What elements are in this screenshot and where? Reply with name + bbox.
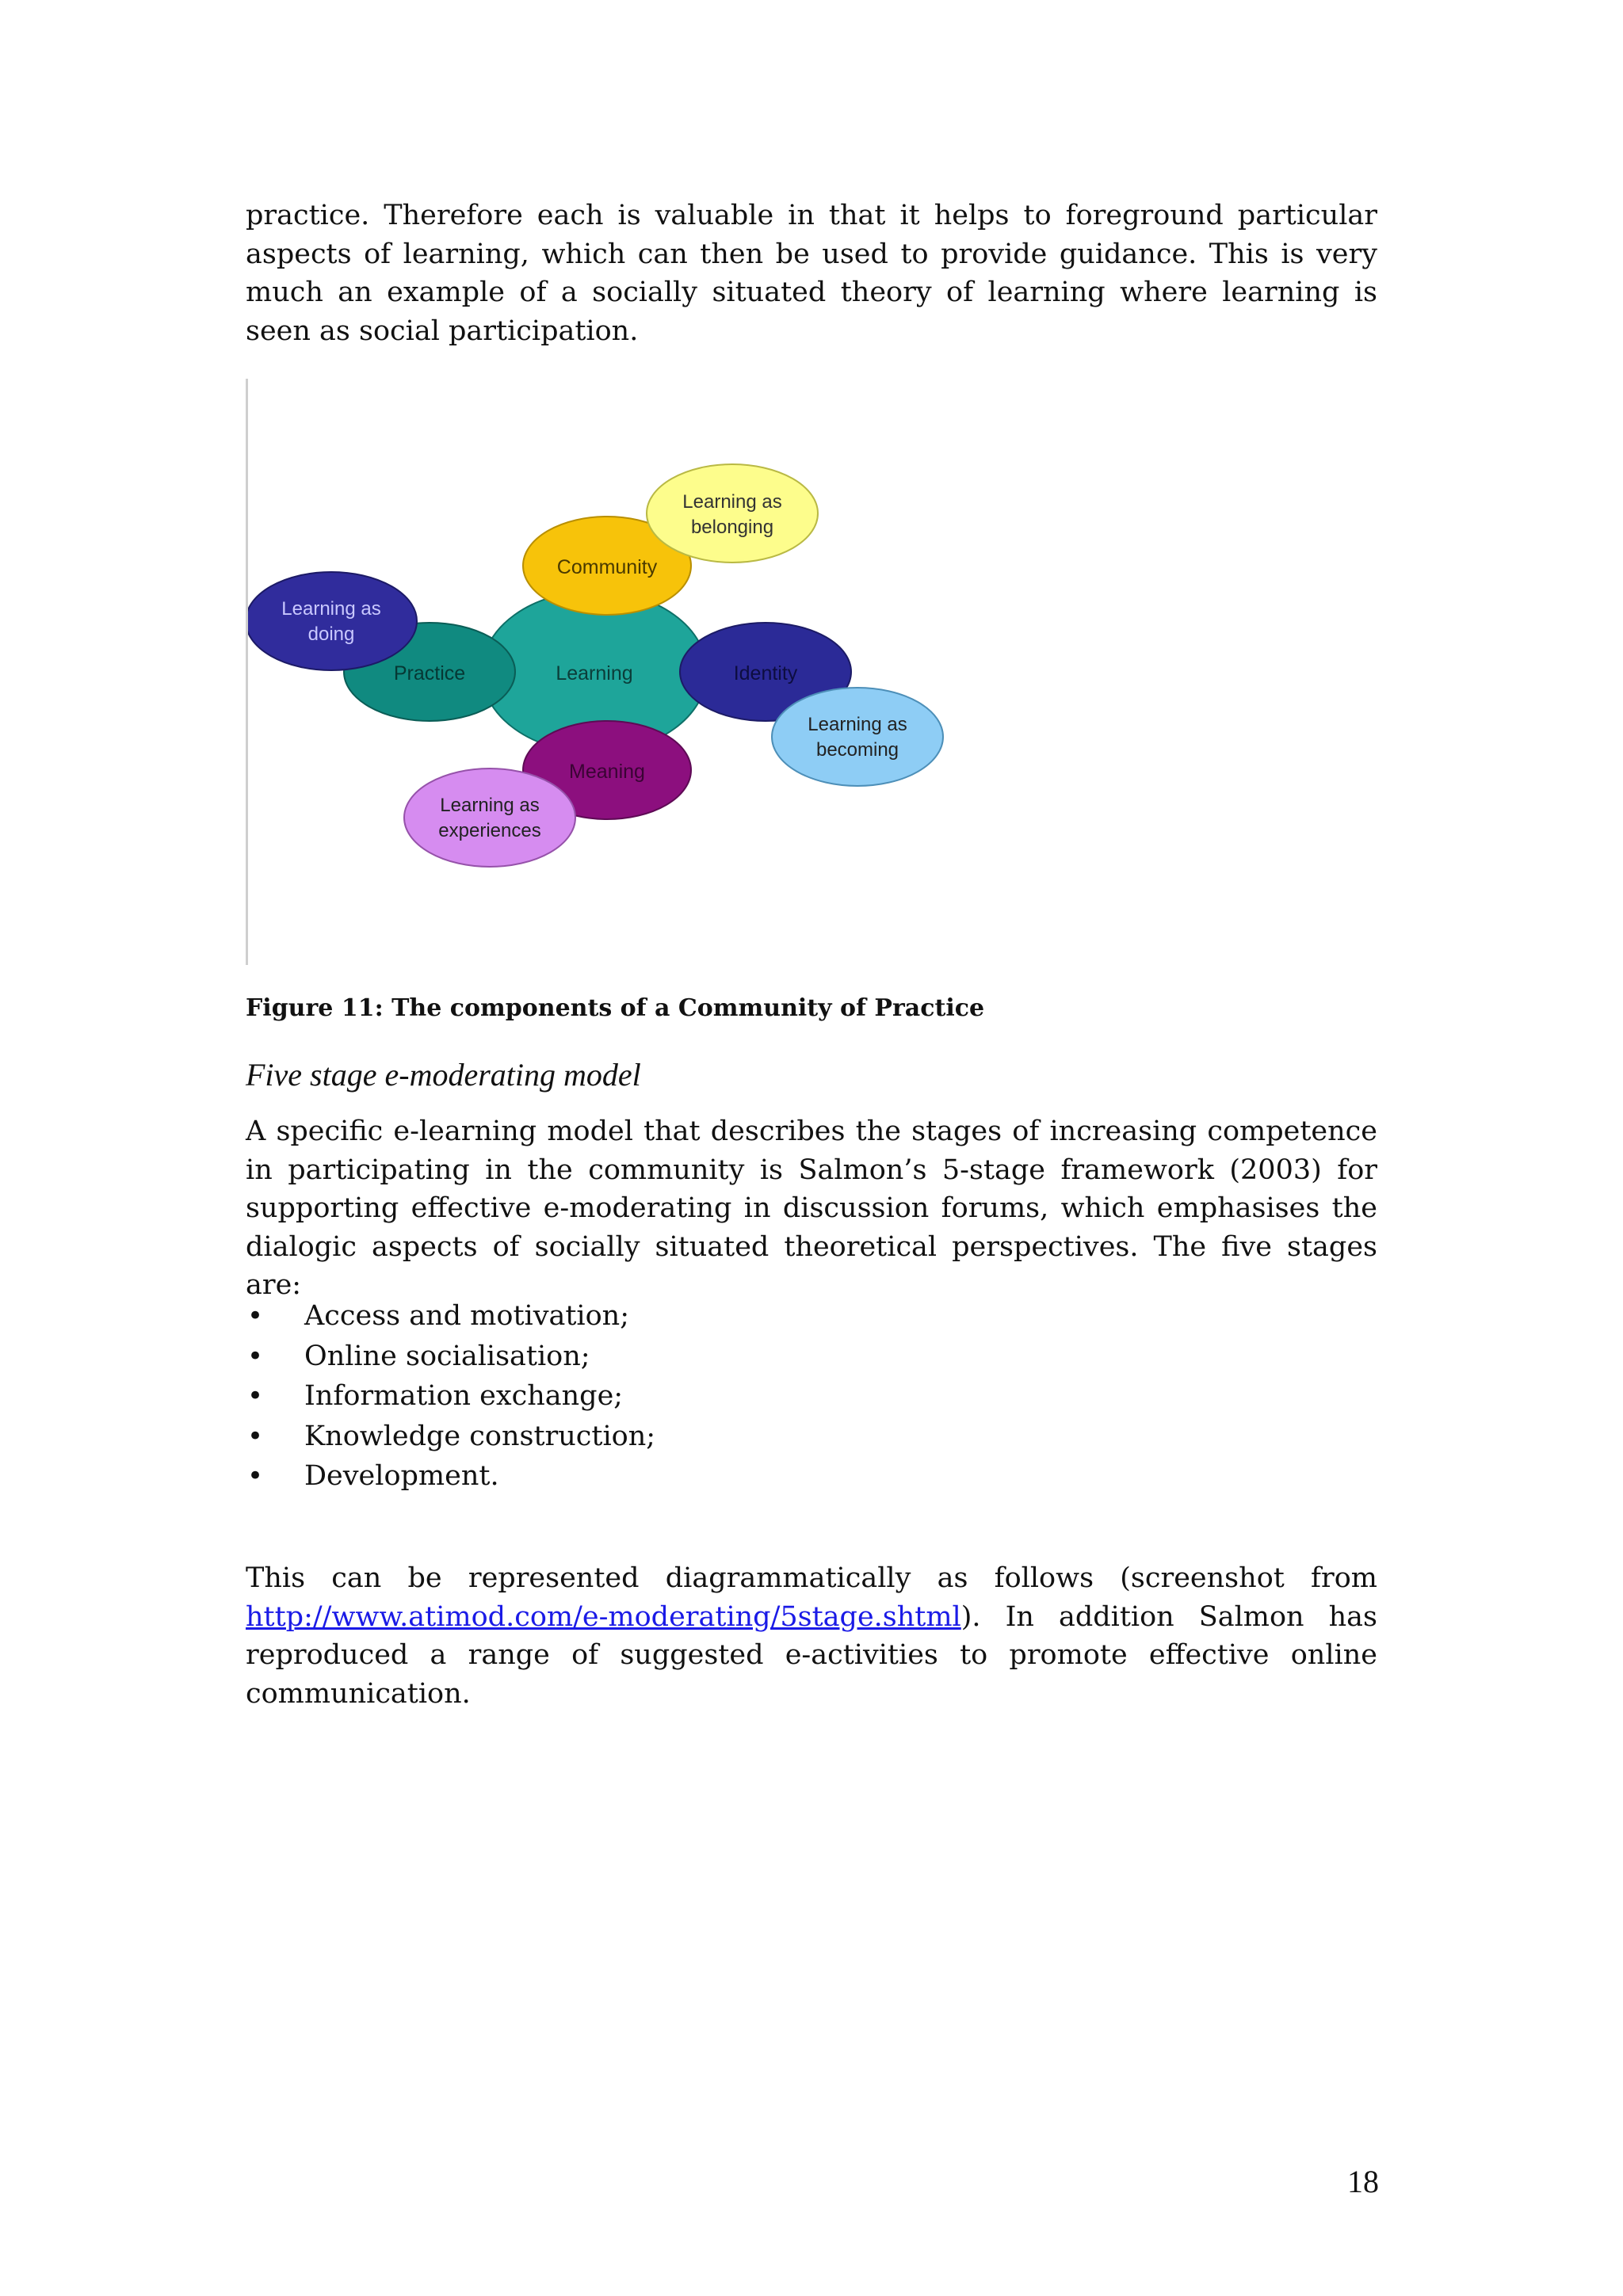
list-item (246, 1376, 655, 1417)
figure-community-of-practice (246, 379, 991, 965)
community-label: Community (556, 556, 658, 578)
page-number: 18 (1347, 2164, 1379, 2199)
list-item (246, 1337, 655, 1377)
becoming-label-line2: becoming (815, 739, 899, 761)
doing-label-line2: doing (307, 624, 355, 645)
doing-bubble (246, 572, 417, 670)
experiences-label-line2: experiences (438, 820, 541, 841)
doing-label-line1: Learning as (281, 598, 381, 620)
stage-label: Information exchange; (304, 1380, 624, 1412)
intro-paragraph: practice. Therefore each is valuable in that it helps to foreground particular aspects of learning, which can then be used to provide guidance. This is very much an example of a socially situated theory of learning where learning is seen as social participation. (246, 200, 1377, 347)
identity-label: Identity (733, 662, 798, 685)
diagram-text-pre: This can be represented diagrammatically as follows (screenshot from (246, 1562, 1377, 1594)
belonging-bubble (647, 464, 818, 563)
learning-label: Learning (556, 662, 633, 685)
stage-label: Development. (304, 1460, 499, 1492)
community-of-practice-diagram (246, 379, 991, 965)
becoming-bubble (772, 688, 943, 786)
stages-list (246, 1296, 655, 1497)
bullet-icon: • (247, 1300, 264, 1332)
becoming-label-line1: Learning as (808, 714, 907, 735)
list-item (246, 1456, 655, 1497)
meaning-label: Meaning (569, 761, 645, 783)
figure-caption: Figure 11: The components of a Community of Practice (246, 994, 985, 1022)
diagram-paragraph (246, 1559, 1377, 1713)
belonging-label-line1: Learning as (682, 491, 782, 513)
experiences-label-line1: Learning as (440, 795, 540, 816)
stage-label: Online socialisation; (304, 1340, 590, 1372)
model-intro-paragraph: A specific e-learning model that describes the stages of increasing competence in participating in the community is Salmon’s 5-stage framework (2003) for supporting effective e-moderating in discussion forums, which emphasises the dialogic aspects of socially situated theoretical perspectives. The five stages are: (246, 1116, 1377, 1301)
experiences-bubble (404, 769, 575, 867)
section-heading: Five stage e-moderating model (246, 1057, 641, 1093)
bullet-icon: • (247, 1420, 264, 1452)
bullet-icon: • (247, 1340, 264, 1372)
figure-left-border (246, 379, 248, 965)
list-item (246, 1417, 655, 1457)
belonging-label-line2: belonging (690, 517, 774, 538)
bullet-icon: • (247, 1380, 264, 1412)
bullet-icon: • (247, 1460, 264, 1492)
stage-label: Knowledge construction; (304, 1420, 656, 1452)
diagram-text-post: ). In addition Salmon has reproduced a range of suggested e-activities to promote effective online communication. (246, 1600, 1377, 1710)
stage-label: Access and motivation; (304, 1300, 630, 1332)
list-item (246, 1296, 655, 1337)
atimod-link[interactable]: http://www.atimod.com/e-moderating/5stage.shtml (246, 1600, 961, 1633)
practice-label: Practice (393, 662, 466, 685)
